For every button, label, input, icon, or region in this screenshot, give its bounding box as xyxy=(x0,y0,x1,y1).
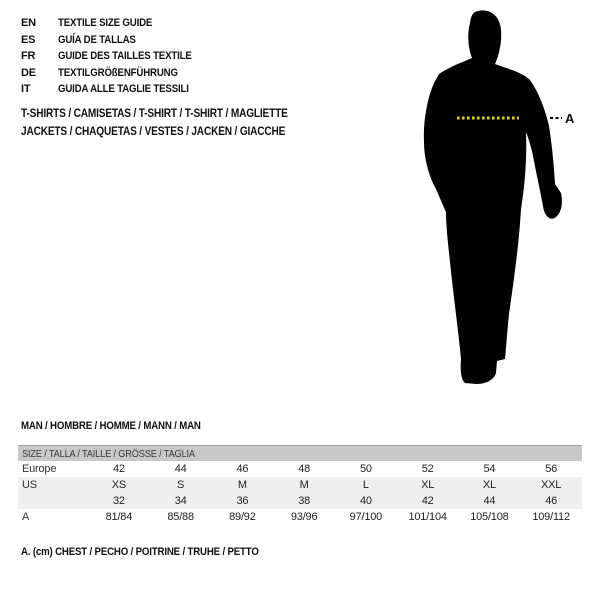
section-title-man: MAN / HOMBRE / HOMME / MANN / MAN xyxy=(21,420,201,432)
category-line-tshirts: T-SHIRTS / CAMISETAS / T-SHIRT / T-SHIRT / MAGLIETTE xyxy=(21,108,288,120)
lang-label: TEXTILGRÖßENFÜHRUNG xyxy=(58,66,178,79)
size-cell: 93/96 xyxy=(290,511,318,523)
size-cell: XL xyxy=(397,477,459,493)
lang-code: DE xyxy=(21,66,36,79)
size-cell: 40 xyxy=(335,493,397,509)
table-row-a-chest xyxy=(18,509,582,525)
table-row-europe xyxy=(18,461,582,477)
lang-label: GUÍA DE TALLAS xyxy=(58,33,136,46)
lang-code: ES xyxy=(21,33,36,46)
language-list xyxy=(21,15,210,98)
size-cell: 101/104 xyxy=(408,511,447,523)
row-label: US xyxy=(18,477,88,493)
size-cell: 46 xyxy=(520,493,582,509)
lang-row-it xyxy=(21,81,210,98)
table-row-us-numeric xyxy=(18,493,582,509)
size-table xyxy=(18,446,582,525)
table-row-us xyxy=(18,477,582,493)
lang-row-fr xyxy=(21,48,210,65)
garment-categories xyxy=(21,106,324,141)
lang-row-es xyxy=(21,32,210,49)
row-label: Europe xyxy=(22,463,57,475)
size-table-header-row xyxy=(18,446,582,461)
size-cell: XXL xyxy=(520,477,582,493)
man-silhouette xyxy=(424,10,562,384)
size-cell: 32 xyxy=(88,493,150,509)
size-cell: 54 xyxy=(483,463,496,475)
size-cell: 46 xyxy=(236,463,249,475)
size-cell: 109/112 xyxy=(532,511,570,523)
category-line-jackets: JACKETS / CHAQUETAS / VESTES / JACKEN / GIACCHE xyxy=(21,125,286,138)
size-cell: 34 xyxy=(150,493,212,509)
size-cell: 89/92 xyxy=(229,511,256,523)
lang-row-en xyxy=(21,15,210,32)
lang-label: TEXTILE SIZE GUIDE xyxy=(58,17,153,29)
size-cell: M xyxy=(273,477,335,493)
size-cell: 36 xyxy=(212,493,274,509)
size-cell: M xyxy=(212,477,274,493)
measure-label-a: A xyxy=(565,111,575,126)
size-cell: S xyxy=(150,477,212,493)
size-cell: 56 xyxy=(545,463,558,475)
size-cell: 42 xyxy=(397,493,459,509)
size-cell: 97/100 xyxy=(349,511,383,523)
size-table-container xyxy=(18,445,582,525)
size-cell: XS xyxy=(88,477,150,493)
size-cell: XL xyxy=(459,477,521,493)
row-label: A xyxy=(22,511,30,523)
size-cell: 85/88 xyxy=(167,511,194,523)
lang-code: EN xyxy=(21,17,36,29)
lang-row-de xyxy=(21,65,210,82)
lang-code: IT xyxy=(21,83,31,96)
measurement-legend: A. (cm) CHEST / PECHO / POITRINE / TRUHE / PETTO xyxy=(21,546,259,558)
lang-label: GUIDE DES TAILLES TEXTILE xyxy=(58,50,192,63)
row-label xyxy=(18,493,88,509)
lang-label: GUIDA ALLE TAGLIE TESSILI xyxy=(58,83,189,96)
size-cell: 50 xyxy=(359,463,372,475)
size-cell: 44 xyxy=(174,463,187,475)
man-silhouette-svg xyxy=(415,8,585,398)
size-cell: 48 xyxy=(298,463,311,475)
size-cell: 105/108 xyxy=(470,511,509,523)
measurement-figure xyxy=(415,8,585,398)
size-cell: 81/84 xyxy=(105,511,133,523)
size-cell: L xyxy=(335,477,397,493)
size-cell: 42 xyxy=(112,463,125,475)
lang-code: FR xyxy=(21,50,36,63)
size-cell: 52 xyxy=(421,463,434,475)
size-cell: 38 xyxy=(273,493,335,509)
size-table-header: SIZE / TALLA / TAILLE / GRÖSSE / TAGLIA xyxy=(18,446,582,461)
size-cell: 44 xyxy=(459,493,521,509)
